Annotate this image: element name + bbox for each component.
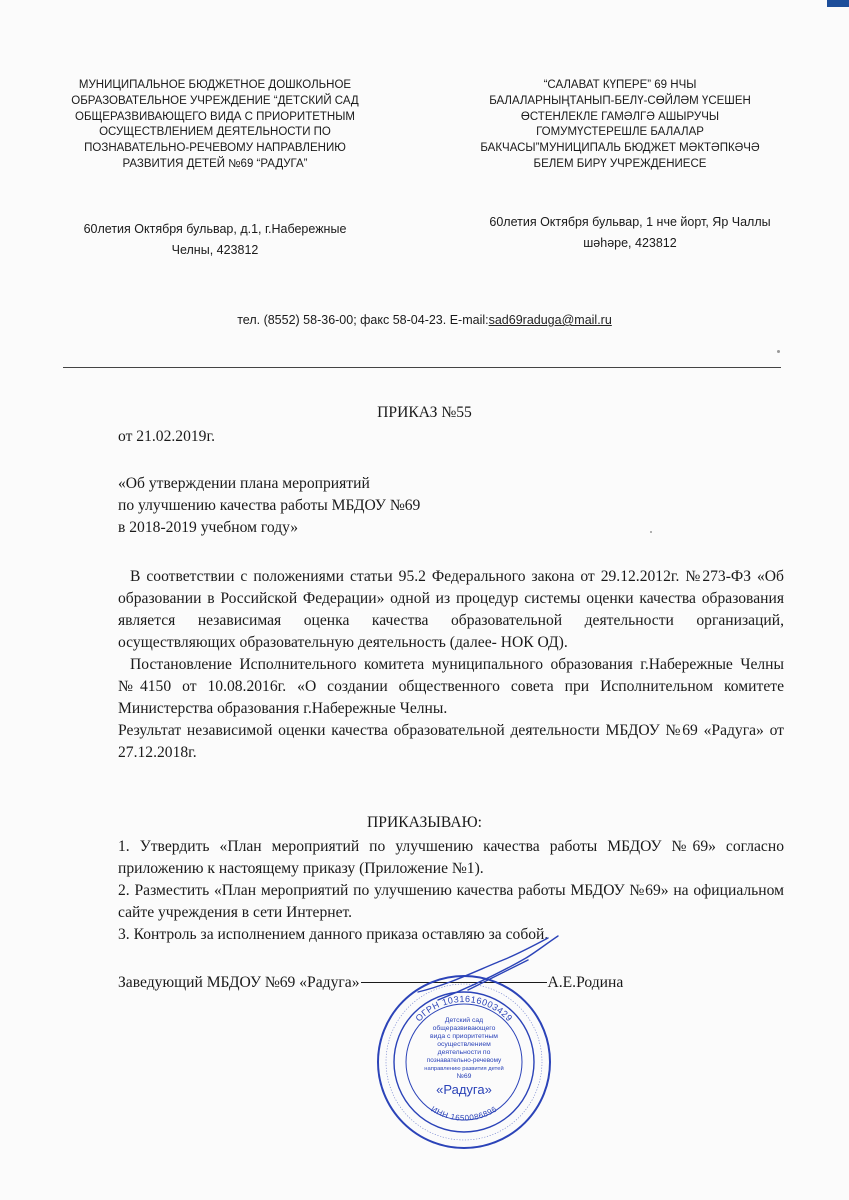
address-tatar: 60летия Октября бульвар, 1 нче йорт, Яр Чаллы шәһәре, 423812 <box>489 215 771 250</box>
order-heading: ПРИКАЗЫВАЮ: <box>367 814 482 831</box>
stamp-line: общеразвивающего <box>432 1025 496 1032</box>
document-title: ПРИКАЗ №55 <box>377 404 472 421</box>
document-body <box>118 566 784 764</box>
document-date: от 21.02.2019г. <box>118 428 216 445</box>
stamp-line: №69 <box>456 1073 472 1080</box>
signatory-name: А.Е.Родина <box>547 974 624 991</box>
stamp-line: вида с приоритетным <box>430 1033 498 1040</box>
header-org-tatar: “САЛАВАТ КҮПЕРЕ” 69 НЧЫ БАЛАЛАРНЫҢТАНЫП-БЕЛҮ-СӨЙЛӘМ ҮСЕШЕН ӨСТЕНЛЕКЛЕ ГАМӘЛГӘ АШЫРУЧЫ ГОМУМҮСТЕРЕШЛЕ БАЛАЛАР БАКЧАСЫ”МУНИЦИПАЛЬ БЮДЖЕТ МӘКТӘПКӘЧӘ БЕЛЕМ БИРҮ УЧРЕЖДЕНИЕСЕ <box>480 79 760 170</box>
email-link[interactable]: sad69raduga@mail.ru <box>488 313 612 327</box>
signatory-title: Заведующий МБДОУ №69 «Радуга» <box>118 974 360 991</box>
body-paragraph: Постановление Исполнительного комитета муниципального образования г.Набережные Челны №4150 от 10.08.2016г. «О создании общественного совета при Исполнительном комитете Министерства образования г.Набережные Челны. <box>118 656 784 717</box>
body-paragraph: В соответствии с положениями статьи 95.2 Федерального закона от 29.12.2012г. №273-ФЗ «Об образовании в Российской Федерации» одной из процедур системы оценки качества образования является независимая оценка качества образовательной деятельности организаций, осуществляющих образовательную деятельность (далее- НОК ОД). <box>118 568 784 651</box>
stamp-line: познавательно-речевому <box>426 1057 502 1064</box>
svg-text:ИНН 1650086896 <box>429 1104 498 1122</box>
stamp-ogrn: ОГРН 1031616003429 <box>413 993 515 1024</box>
header-divider <box>63 367 781 368</box>
scan-speck <box>650 531 652 533</box>
stamp-line: осуществлением <box>437 1041 491 1048</box>
order-item: 1. Утвердить «План мероприятий по улучшению качества работы МБДОУ №69» согласно приложению к настоящему приказу (Приложение №1). <box>118 838 784 877</box>
order-item: 2. Разместить «План мероприятий по улучшению качества работы МБДОУ №69» на официальном сайте учреждения в сети Интернет. <box>118 882 784 921</box>
stamp-line: направлению развития детей <box>424 1066 504 1072</box>
stamp-inn: ИНН 1650086896 <box>429 1104 499 1123</box>
stamp-line: Детский сад <box>444 1017 484 1024</box>
stamp-line: деятельности по <box>437 1049 491 1056</box>
stamp-name: «Радуга» <box>436 1082 492 1097</box>
header-org-russian: МУНИЦИПАЛЬНОЕ БЮДЖЕТНОЕ ДОШКОЛЬНОЕ ОБРАЗОВАТЕЛЬНОЕ УЧРЕЖДЕНИЕ “ДЕТСКИЙ САД ОБЩЕРАЗВИВАЮЩЕГО ВИДА С ПРИОРИТЕТНЫМ ОСУЩЕСТВЛЕНИЕМ ДЕЯТЕЛЬНОСТИ ПО ПОЗНАВАТЕЛЬНО-РЕЧЕВОМУ НАПРАВЛЕНИЮ РАЗВИТИЯ ДЕТЕЙ №69 “РАДУГА” <box>71 79 359 170</box>
order-item: 3. Контроль за исполнением данного приказа оставляю за собой. <box>118 926 549 943</box>
handwritten-signature <box>408 930 578 1010</box>
scan-speck <box>777 350 780 353</box>
corner-mark <box>827 0 849 7</box>
contacts-phone-fax: тел. (8552) 58-36-00; факс 58-04-23. E-mail: <box>237 313 489 327</box>
address-russian: 60летия Октября бульвар, д.1, г.Набережные Челны, 423812 <box>83 222 347 257</box>
contacts-line <box>0 313 849 327</box>
body-paragraph: Результат независимой оценки качества образовательной деятельности МБДОУ №69 «Радуга» от 27.12.2018г. <box>118 722 784 761</box>
document-subject: «Об утверждении плана мероприятий по улучшению качества работы МБДОУ №69 в 2018-2019 учебном году» <box>118 475 421 536</box>
